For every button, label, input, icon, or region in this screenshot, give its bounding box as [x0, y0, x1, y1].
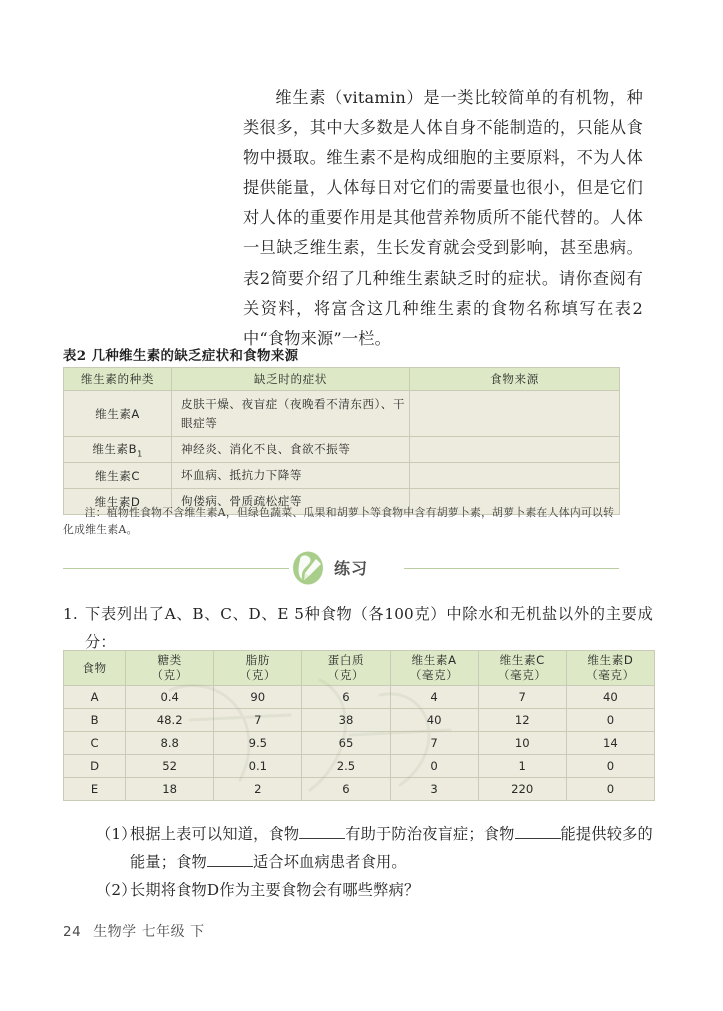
header-line-2: （毫克）: [497, 668, 547, 682]
table1-header-symptom: 缺乏时的症状: [172, 368, 410, 391]
food-label: A: [64, 686, 126, 709]
vitamin-symptom: 皮肤干燥、夜盲症（夜晚看不清东西）、干眼症等: [172, 391, 410, 437]
table2-header-vitamin-c: [478, 651, 566, 686]
cell-carbohydrate: 0.4: [126, 686, 214, 709]
cell-protein: 38: [302, 709, 390, 732]
question-1-number: 1.: [63, 605, 78, 623]
table-row: [64, 686, 655, 709]
cell-protein: 6: [302, 686, 390, 709]
cell-vitamin-a: 3: [390, 778, 478, 801]
header-line-2: （克）: [239, 668, 277, 682]
cell-protein: 2.5: [302, 755, 390, 778]
header-line-1: 脂肪: [245, 653, 270, 667]
vitamin-name: [64, 437, 172, 463]
cell-protein: 6: [302, 778, 390, 801]
cell-vitamin-c: 10: [478, 732, 566, 755]
cell-carbohydrate: 8.8: [126, 732, 214, 755]
header-line-1: 维生素A: [411, 653, 457, 667]
header-line-1: 糖类: [157, 653, 182, 667]
page-footer: [63, 921, 205, 941]
vitamin-name: 维生素D: [64, 489, 172, 515]
cell-vitamin-c: 220: [478, 778, 566, 801]
cell-vitamin-a: 7: [390, 732, 478, 755]
table-row: [64, 709, 655, 732]
divider-line-right: [404, 568, 619, 569]
table2-header-row: [64, 651, 655, 686]
food-label: D: [64, 755, 126, 778]
cell-fat: 2: [214, 778, 302, 801]
table-row: [64, 755, 655, 778]
cell-vitamin-c: 12: [478, 709, 566, 732]
answer-blank-1[interactable]: [299, 838, 345, 839]
vitamin-deficiency-table: [63, 367, 620, 515]
cell-vitamin-a: 40: [390, 709, 478, 732]
cell-vitamin-c: 7: [478, 686, 566, 709]
subquestion-2-lead: （2）: [96, 881, 137, 899]
header-line-1: 蛋白质: [327, 653, 365, 667]
table-row: [64, 463, 620, 489]
table2-header-fat: [214, 651, 302, 686]
table2-header-carbohydrate: [126, 651, 214, 686]
table2-header-vitamin-a: [390, 651, 478, 686]
header-line-1: 食物: [82, 660, 107, 675]
food-label: B: [64, 709, 126, 732]
food-label: C: [64, 732, 126, 755]
vitamin-symptom: 坏血病、抵抗力下降等: [172, 463, 410, 489]
vitamin-food-source-blank[interactable]: [410, 391, 620, 437]
subquestion-1: [96, 820, 656, 876]
table1-header-source: 食物来源: [410, 368, 620, 391]
vitamin-name: 维生素A: [64, 391, 172, 437]
table-row: [64, 391, 620, 437]
intro-section: [243, 83, 643, 354]
table1-header-row: [64, 368, 620, 391]
subquestion-2-text: 长期将食物D作为主要食物会有哪些弊病？: [130, 881, 420, 899]
answer-blank-3[interactable]: [207, 866, 253, 867]
subquestion-1-lead: （1）: [96, 825, 137, 843]
header-line-1: 维生素C: [499, 653, 545, 667]
table2-header-vitamin-d: [566, 651, 654, 686]
table-row: [64, 732, 655, 755]
cell-fat: 7: [214, 709, 302, 732]
cell-protein: 65: [302, 732, 390, 755]
question-1: [63, 600, 653, 656]
table1-note: 注：植物性食物不含维生素A，但绿色蔬菜、瓜果和胡萝卜等食物中含有胡萝卜素，胡萝卜素在人体内可以转化成维生素A。: [63, 506, 615, 536]
header-line-2: （克）: [151, 668, 188, 682]
food-composition-table: [63, 650, 655, 801]
cell-vitamin-c: 1: [478, 755, 566, 778]
subquestion-1-body: [130, 820, 656, 876]
cell-vitamin-d: 0: [566, 709, 654, 732]
vitamin-food-source-blank[interactable]: [410, 463, 620, 489]
cell-vitamin-a: 4: [390, 686, 478, 709]
cell-vitamin-d: 0: [566, 778, 654, 801]
table1-caption: 表2 几种维生素的缺乏症状和食物来源: [63, 348, 299, 364]
table1-header-kind: 维生素的种类: [64, 368, 172, 391]
header-line-2: （克）: [327, 668, 365, 682]
food-label: E: [64, 778, 126, 801]
vitamin-name: 维生素C: [64, 463, 172, 489]
cell-fat: 0.1: [214, 755, 302, 778]
cell-carbohydrate: 48.2: [126, 709, 214, 732]
subq1-part-a: 根据上表可以知道，食物: [130, 825, 300, 843]
book-title: 生物学 七年级 下: [93, 924, 205, 940]
subq1-part-c: 能提供较多的能量；食物: [130, 825, 653, 871]
question-1-text: 下表列出了A、B、C、D、E 5种食物（各100克）中除水和无机盐以外的主要成分：: [85, 605, 653, 651]
cell-fat: 90: [214, 686, 302, 709]
table-row: [64, 778, 655, 801]
leaf-hand-icon: [289, 551, 329, 585]
divider-line-left: [63, 568, 289, 569]
header-line-2: （毫克）: [409, 668, 459, 682]
cell-fat: 9.5: [214, 732, 302, 755]
exercise-label: 练习: [334, 559, 369, 578]
subq1-part-d: 适合坏血病患者食用。: [252, 853, 407, 871]
vitamin-name-label: 维生素B: [92, 441, 138, 456]
vitamin-symptom: 神经炎、消化不良、食欲不振等: [172, 437, 410, 463]
subquestion-2: [96, 876, 656, 904]
table2-wrapper: [63, 650, 655, 801]
vitamin-food-source-blank[interactable]: [410, 437, 620, 463]
header-line-2: （毫克）: [586, 668, 635, 682]
answer-blank-2[interactable]: [515, 838, 561, 839]
intro-paragraph: 维生素（vitamin）是一类比较简单的有机物，种类很多，其中大多数是人体自身不能制造的，只能从食物中摄取。维生素不是构成细胞的主要原料，不为人体提供能量，人体每日对它们的需要量也很小，但是它们对人体的重要作用是其他营养物质所不能代替的。人体一旦缺乏维生素，生长发育就会受到影响，甚至患病。表2简要介绍了几种维生素缺乏时的症状。请你查阅有关资料，将富含这几种维生素的食物名称填写在表2中“食物来源”一栏。: [243, 88, 643, 348]
table1-wrapper: [63, 367, 619, 515]
vitamin-symptom: 佝偻病、骨质疏松症等: [172, 489, 410, 515]
header-line-1: 维生素D: [587, 653, 634, 667]
subq1-part-b: 有助于防治夜盲症；食物: [345, 825, 515, 843]
cell-vitamin-d: 0: [566, 755, 654, 778]
exercise-section-header: [63, 551, 619, 585]
page-number: 24: [63, 924, 82, 940]
cell-vitamin-d: 40: [566, 686, 654, 709]
cell-carbohydrate: 52: [126, 755, 214, 778]
table-row: [64, 437, 620, 463]
table2-header-food: [64, 651, 126, 686]
table2-header-protein: [302, 651, 390, 686]
cell-carbohydrate: 18: [126, 778, 214, 801]
cell-vitamin-d: 14: [566, 732, 654, 755]
vitamin-subscript: 1: [137, 449, 143, 459]
cell-vitamin-a: 0: [390, 755, 478, 778]
